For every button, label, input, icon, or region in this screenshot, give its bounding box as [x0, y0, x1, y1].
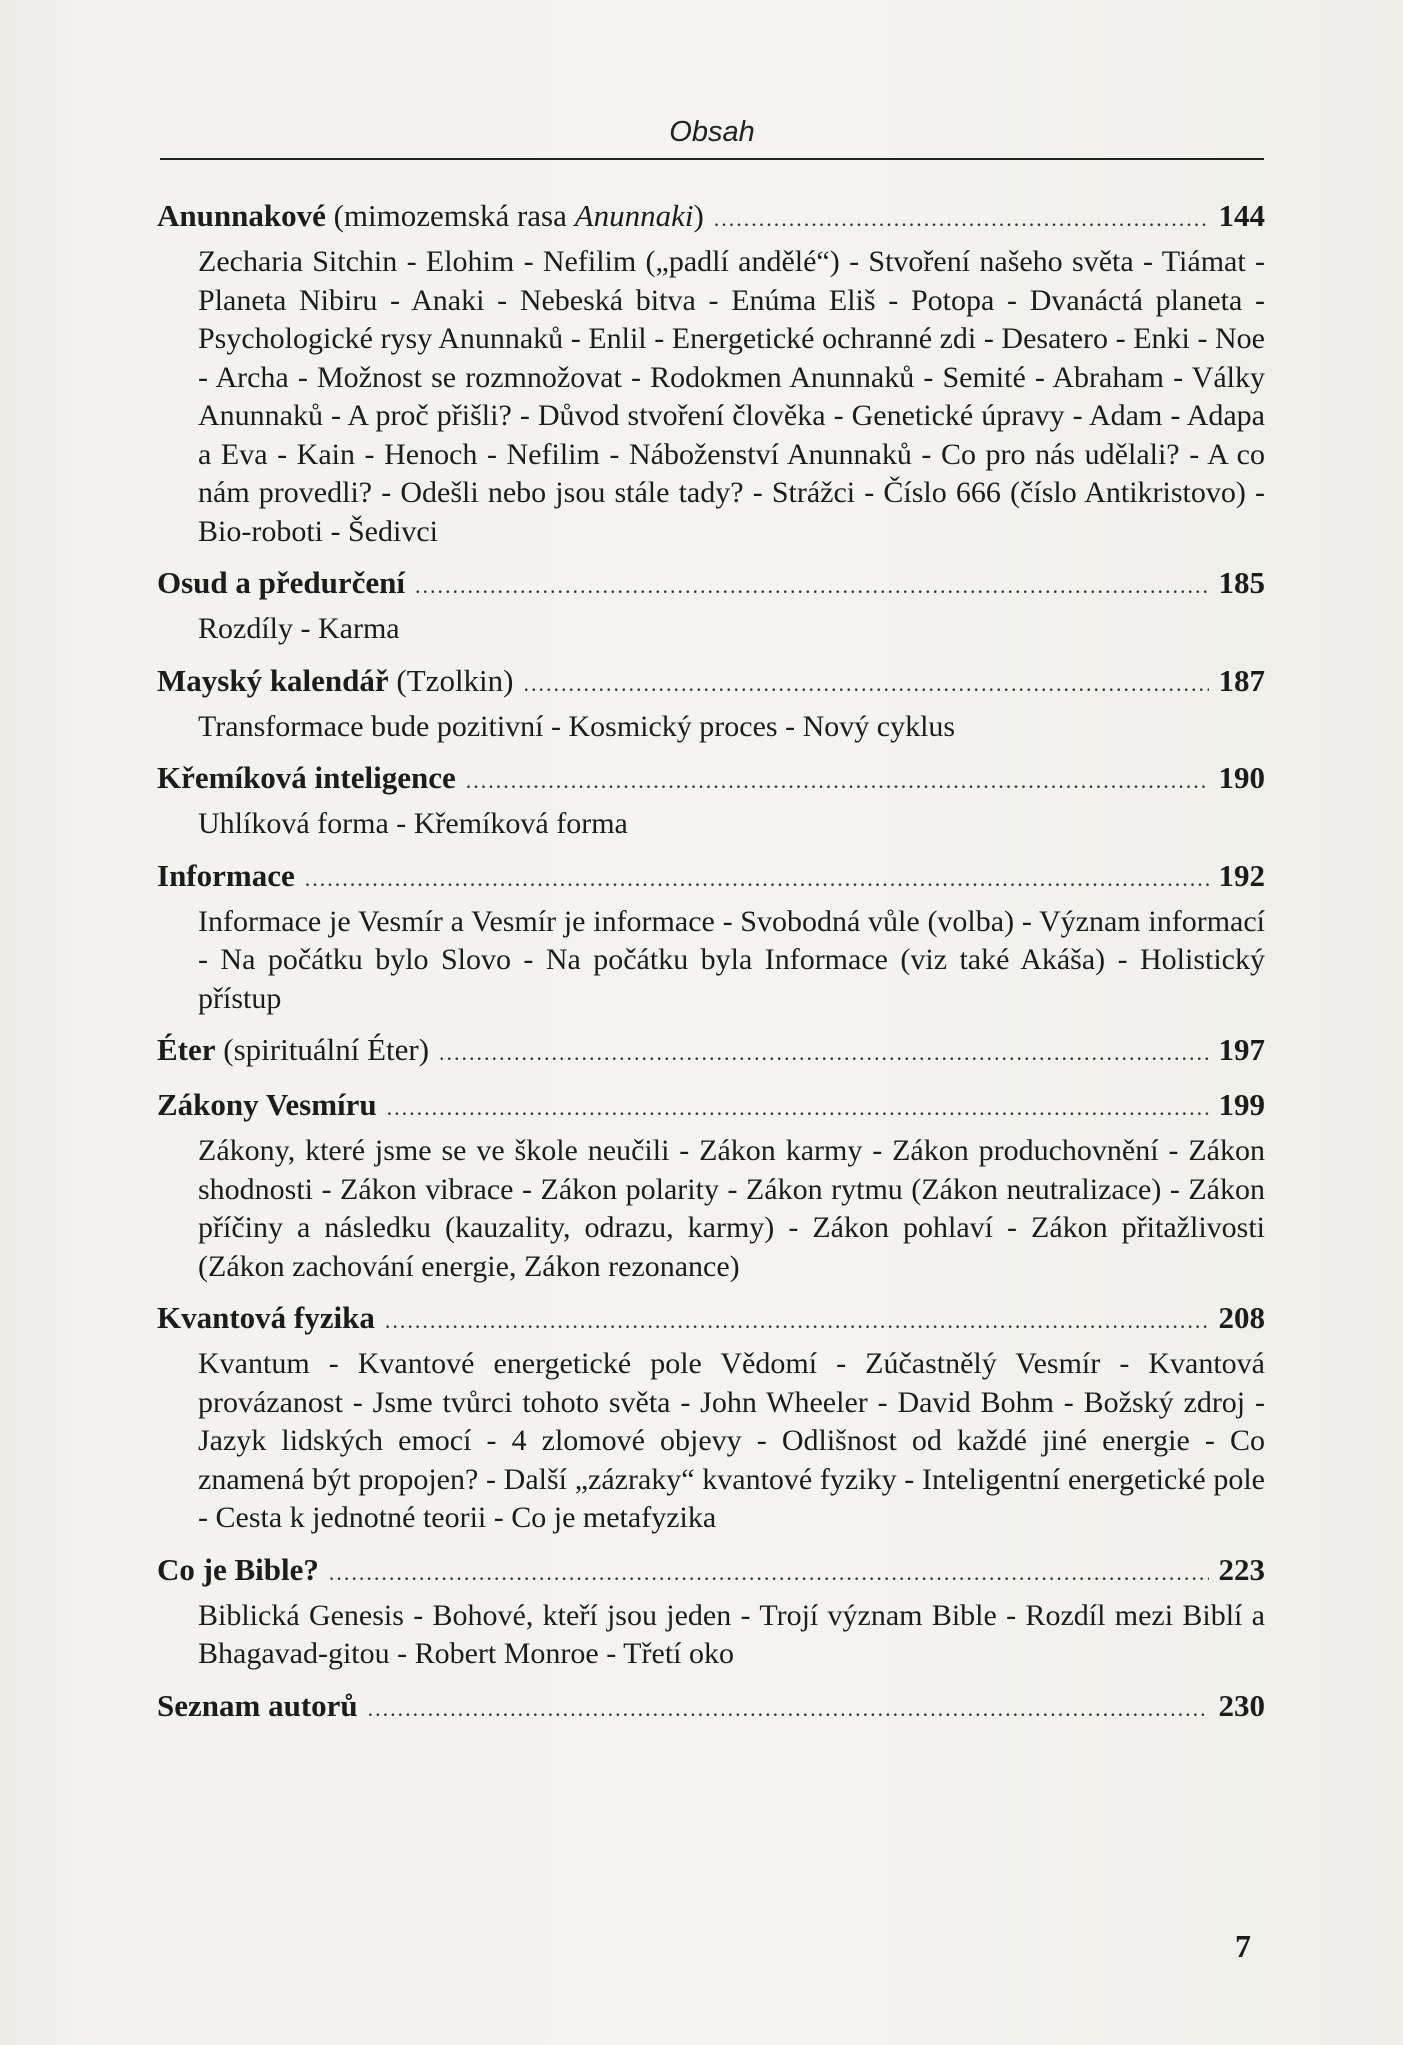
toc-title-part: Informace: [157, 857, 295, 893]
toc-entry: [157, 1085, 1265, 1286]
toc-entry: [157, 856, 1265, 1019]
leader-dots: [385, 1301, 1209, 1341]
toc-title-part: (Tzolkin): [388, 662, 514, 698]
toc-title-part: Zákony Vesmíru: [157, 1087, 377, 1122]
toc-title-part: Anunnakové: [157, 198, 326, 233]
toc-entry-line[interactable]: [157, 1298, 1265, 1341]
leader-dots: [466, 761, 1209, 801]
toc-entry-title: [157, 563, 405, 603]
page-number: 7: [1235, 1928, 1251, 1964]
toc-entry-title: [157, 1550, 319, 1590]
table-of-contents: [157, 196, 1265, 1741]
toc-entry-page: 144: [1218, 198, 1265, 233]
toc-entry-line[interactable]: [157, 1085, 1265, 1128]
toc-entry: [157, 196, 1265, 551]
page-header: [160, 112, 1264, 160]
toc-entry-page: 192: [1218, 857, 1265, 893]
toc-entry-line[interactable]: [157, 196, 1265, 239]
toc-entry-line[interactable]: [157, 1686, 1265, 1729]
toc-entry-subtopics: Zákony, které jsme se ve škole neučili - Zákon karmy - Zákon produchovnění - Zákon shodnosti - Zákon vibrace - Zákon polarity - Zákon rytmu (Zákon neutralizace) - Zákon příčiny a následku (kauzality, odrazu, karmy) - Zákon pohlaví - Zákon přitažlivosti (Zákon zachování energie, Zákon rezonance): [198, 1134, 1265, 1283]
leader-dots: [415, 566, 1208, 606]
toc-entry-subtopics: Biblická Genesis - Bohové, kteří jsou jeden - Trojí význam Bible - Rozdíl mezi Biblí a Bhagavad-gitou - Robert Monroe - Třetí oko: [198, 1598, 1265, 1670]
toc-entry-page: 197: [1218, 1032, 1265, 1067]
toc-entry: [157, 758, 1265, 844]
toc-title-part: Křemíková inteligence: [157, 760, 456, 795]
toc-entry-subtopics: Rozdíly - Karma: [198, 612, 400, 645]
toc-entry-line[interactable]: [157, 856, 1265, 899]
toc-entry-page: 223: [1218, 1551, 1265, 1587]
toc-title-part: Mayský kalendář: [157, 662, 389, 698]
toc-entry-page: 230: [1218, 1687, 1265, 1723]
toc-entry-title: [157, 1085, 377, 1125]
toc-title-part: (spirituální Éter): [215, 1032, 430, 1067]
toc-entry-subtopics: Transformace bude pozitivní - Kosmický proces - Nový cyklus: [198, 709, 956, 743]
toc-entry-title: [157, 1686, 358, 1726]
leader-dots: [524, 664, 1209, 704]
toc-entry-title: [157, 661, 514, 701]
toc-entry-subtopics: Informace je Vesmír a Vesmír je informace - Svobodná vůle (volba) - Význam informací - Na počátku bylo Slovo - Na počátku byla Informace (viz také Akáša) - Holistický přístup: [198, 904, 1265, 1015]
toc-entry-line[interactable]: [157, 661, 1265, 704]
toc-entry-line[interactable]: [157, 1030, 1265, 1073]
toc-entry: [157, 563, 1265, 649]
leader-dots: [305, 859, 1209, 899]
toc-entry-line[interactable]: [157, 758, 1265, 801]
leader-dots: [329, 1553, 1209, 1593]
toc-entry-title: [157, 856, 295, 896]
header-title: Obsah: [669, 116, 755, 148]
toc-title-part: Seznam autorů: [157, 1687, 358, 1723]
leader-dots: [714, 199, 1209, 239]
toc-title-part: Éter: [157, 1032, 216, 1067]
toc-entry-page: 199: [1218, 1087, 1265, 1122]
toc-entry: [157, 1298, 1265, 1538]
toc-entry-line[interactable]: [157, 1550, 1265, 1593]
toc-entry-line[interactable]: [157, 563, 1265, 606]
toc-entry-title: [157, 1030, 429, 1070]
toc-entry-subtopics: Zecharia Sitchin - Elohim - Nefilim („padlí andělé“) - Stvoření našeho světa - Tiámat - Planeta Nibiru - Anaki - Nebeská bitva - Enúma Eliš - Potopa - Dvanáctá planeta - Psychologické rysy Anunnaků - Enlil - Energetické ochranné zdi - Desatero - Enki - Noe - Archa - Možnost se rozmnožovat - Rodokmen Anunnaků - Semité - Abraham - Války Anunnaků - A proč přišli? - Důvod stvoření člověka - Genetické úpravy - Adam - Adapa a Eva - Kain - Henoch - Nefilim - Náboženství Anunnaků - Co pro nás udělali? - A co nám provedli? - Odešli nebo jsou stále tady? - Strážci - Číslo 666 (číslo Antikristovo) - Bio-roboti - Šedivci: [198, 245, 1265, 548]
leader-dots: [439, 1033, 1208, 1073]
toc-entry-page: 190: [1218, 760, 1265, 795]
toc-entry: [157, 1550, 1265, 1674]
toc-entry-page: 208: [1218, 1300, 1265, 1335]
toc-entry-title: [157, 196, 704, 236]
toc-entry-title: [157, 758, 456, 798]
toc-title-part: (mimozemská rasa: [325, 198, 575, 233]
toc-entry-page: 187: [1218, 662, 1265, 698]
toc-entry-subtopics: Uhlíková forma - Křemíková forma: [198, 807, 628, 840]
toc-entry: [157, 661, 1265, 747]
toc-title-part: ): [693, 198, 704, 233]
leader-dots: [368, 1689, 1209, 1729]
toc-title-part: Co je Bible?: [157, 1551, 319, 1587]
toc-title-part: Anunnaki: [574, 198, 694, 233]
toc-title-part: Kvantová fyzika: [157, 1300, 375, 1335]
toc-entry: [157, 1030, 1265, 1073]
toc-entry: [157, 1686, 1265, 1729]
toc-entry-title: [157, 1298, 375, 1338]
leader-dots: [387, 1088, 1209, 1128]
toc-entry-page: 185: [1218, 565, 1265, 600]
toc-entry-subtopics: Kvantum - Kvantové energetické pole Vědomí - Zúčastnělý Vesmír - Kvantová provázanost - Jsme tvůrci tohoto světa - John Wheeler - David Bohm - Božský zdroj - Jazyk lidských emocí - 4 zlomové objevy - Odlišnost od každé jiné energie - Co znamená být propojen? - Další „zázraky“ kvantové fyziky - Inteligentní energetické pole - Cesta k jednotné teorii - Co je metafyzika: [198, 1347, 1265, 1534]
toc-title-part: Osud a předurčení: [157, 565, 406, 600]
